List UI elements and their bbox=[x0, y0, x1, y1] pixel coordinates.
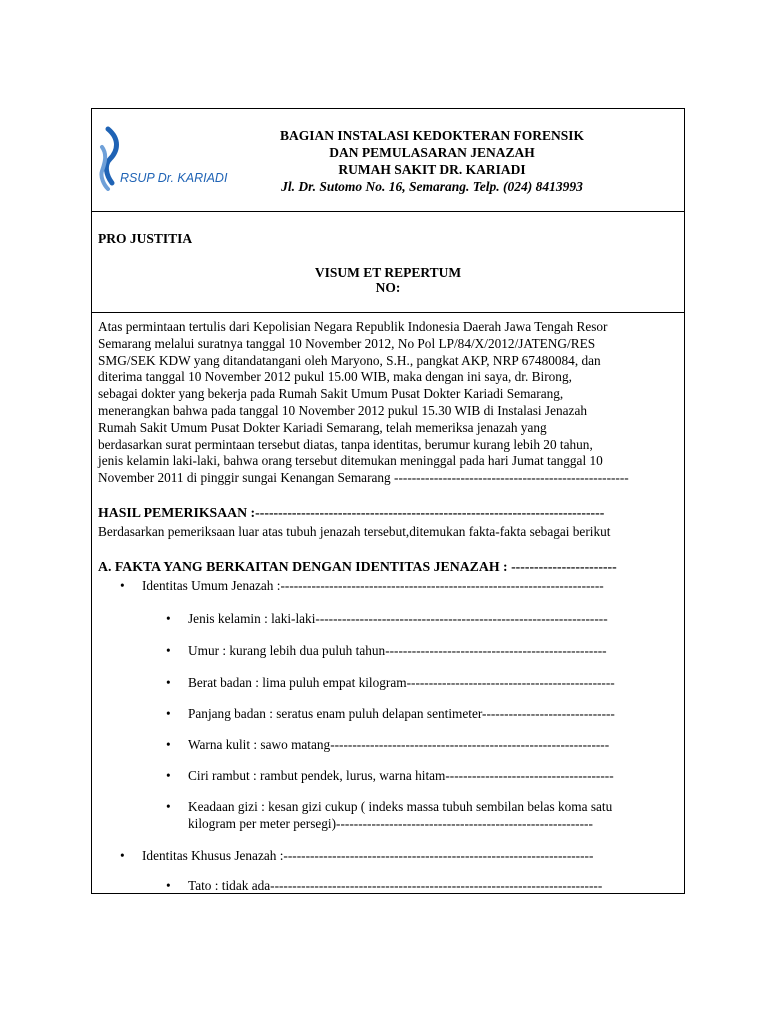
paragraph-line: SMG/SEK KDW yang ditandatangani oleh Maryono, S.H., pangkat AKP, NRP 67480084, dan bbox=[98, 352, 601, 368]
number-label: NO: bbox=[375, 280, 401, 295]
list-item bbox=[166, 798, 613, 832]
logo-text: RSUP Dr. KARIADI bbox=[120, 171, 228, 185]
bullet-icon: • bbox=[166, 768, 171, 783]
bullet-icon: • bbox=[120, 848, 125, 863]
paragraph-line: berdasarkan surat permintaan tersebut diatas, tanpa identitas, berumur kurang lebih 20 tahun, bbox=[98, 436, 593, 452]
document-header bbox=[252, 127, 612, 195]
list-item bbox=[120, 847, 594, 864]
identitas-umum-label: Identitas Umum Jenazah :------------------------------------------------------------------------- bbox=[142, 578, 604, 593]
item-text: kilogram per meter persegi)---------------------------------------------------------- bbox=[188, 816, 593, 831]
hasil-heading: HASIL PEMERIKSAAN :---------------------------------------------------------------------------- bbox=[98, 505, 605, 520]
bullet-icon: • bbox=[166, 737, 171, 752]
identitas-khusus-label: Identitas Khusus Jenazah :---------------------------------------------------------------------- bbox=[142, 848, 594, 863]
document-frame bbox=[91, 108, 685, 894]
list-item bbox=[166, 705, 615, 722]
bullet-icon: • bbox=[166, 643, 171, 658]
list-item bbox=[166, 610, 608, 627]
item-text: Berat badan : lima puluh empat kilogram----------------------------------------------- bbox=[188, 675, 615, 690]
divider bbox=[92, 211, 684, 212]
pro-justitia: PRO JUSTITIA bbox=[98, 231, 193, 246]
paragraph-line: jenis kelamin laki-laki, bahwa orang tersebut ditemukan meninggal pada hari Jumat tanggal 10 bbox=[98, 453, 603, 469]
item-text: Ciri rambut : rambut pendek, lurus, warna hitam-------------------------------------- bbox=[188, 768, 614, 783]
paragraph-line: Atas permintaan tertulis dari Kepolisian Negara Republik Indonesia Daerah Jawa Tengah Resor bbox=[98, 319, 608, 334]
paragraph-line: Rumah Sakit Umum Pusat Dokter Kariadi Semarang, telah memeriksa jenazah yang bbox=[98, 419, 547, 435]
bullet-icon: • bbox=[166, 675, 171, 690]
bullet-icon: • bbox=[120, 578, 125, 593]
list-item bbox=[166, 736, 610, 753]
paragraph-line: diterima tanggal 10 November 2012 pukul 15.00 WIB, maka dengan ini saya, dr. Birong, bbox=[98, 369, 572, 385]
list-item bbox=[166, 674, 615, 691]
header-line-3: RUMAH SAKIT DR. KARIADI bbox=[338, 162, 526, 177]
bullet-icon: • bbox=[166, 611, 171, 626]
item-text: Jenis kelamin : laki-laki------------------------------------------------------------------ bbox=[188, 611, 608, 626]
item-text: Umur : kurang lebih dua puluh tahun-------------------------------------------------- bbox=[188, 643, 607, 658]
bullet-icon: • bbox=[166, 799, 171, 814]
list-item bbox=[166, 642, 607, 659]
header-line-2: DAN PEMULASARAN JENAZAH bbox=[329, 145, 535, 160]
paragraph-line: menerangkan bahwa pada tanggal 10 November 2012 pukul 15.30 WIB di Instalasi Jenazah bbox=[98, 402, 588, 418]
opening-paragraph bbox=[98, 319, 678, 487]
visum-title: VISUM ET REPERTUM bbox=[314, 265, 462, 280]
divider bbox=[92, 312, 684, 313]
paragraph-line: sebagai dokter yang bekerja pada Rumah Sakit Umum Pusat Dokter Kariadi Semarang, bbox=[98, 386, 564, 402]
section-a-heading: A. FAKTA YANG BERKAITAN DENGAN IDENTITAS JENAZAH : ----------------------- bbox=[98, 559, 617, 574]
paragraph-line: November 2011 di pinggir sungai Kenangan Semarang ----------------------------------------------------- bbox=[98, 470, 629, 486]
bullet-icon: • bbox=[166, 878, 171, 893]
item-text: Keadaan gizi : kesan gizi cukup ( indeks massa tubuh sembilan belas koma satu bbox=[188, 799, 613, 814]
list-item bbox=[120, 577, 604, 594]
bullet-icon: • bbox=[166, 706, 171, 721]
item-text: Warna kulit : sawo matang--------------------------------------------------------------- bbox=[188, 737, 610, 752]
item-text: Panjang badan : seratus enam puluh delapan sentimeter------------------------------ bbox=[188, 706, 615, 721]
list-item bbox=[166, 877, 603, 894]
list-item bbox=[166, 767, 614, 784]
header-address: Jl. Dr. Sutomo No. 16, Semarang. Telp. (024) 8413993 bbox=[281, 179, 583, 194]
paragraph-line: Semarang melalui suratnya tanggal 10 November 2012, No Pol LP/84/X/2012/JATENG/RES bbox=[98, 335, 596, 351]
document-title bbox=[92, 265, 684, 295]
item-text: Tato : tidak ada--------------------------------------------------------------------------- bbox=[188, 878, 603, 893]
hasil-text: Berdasarkan pemeriksaan luar atas tubuh jenazah tersebut,ditemukan fakta-fakta sebagai berikut bbox=[98, 524, 611, 539]
header-line-1: BAGIAN INSTALASI KEDOKTERAN FORENSIK bbox=[280, 128, 584, 143]
